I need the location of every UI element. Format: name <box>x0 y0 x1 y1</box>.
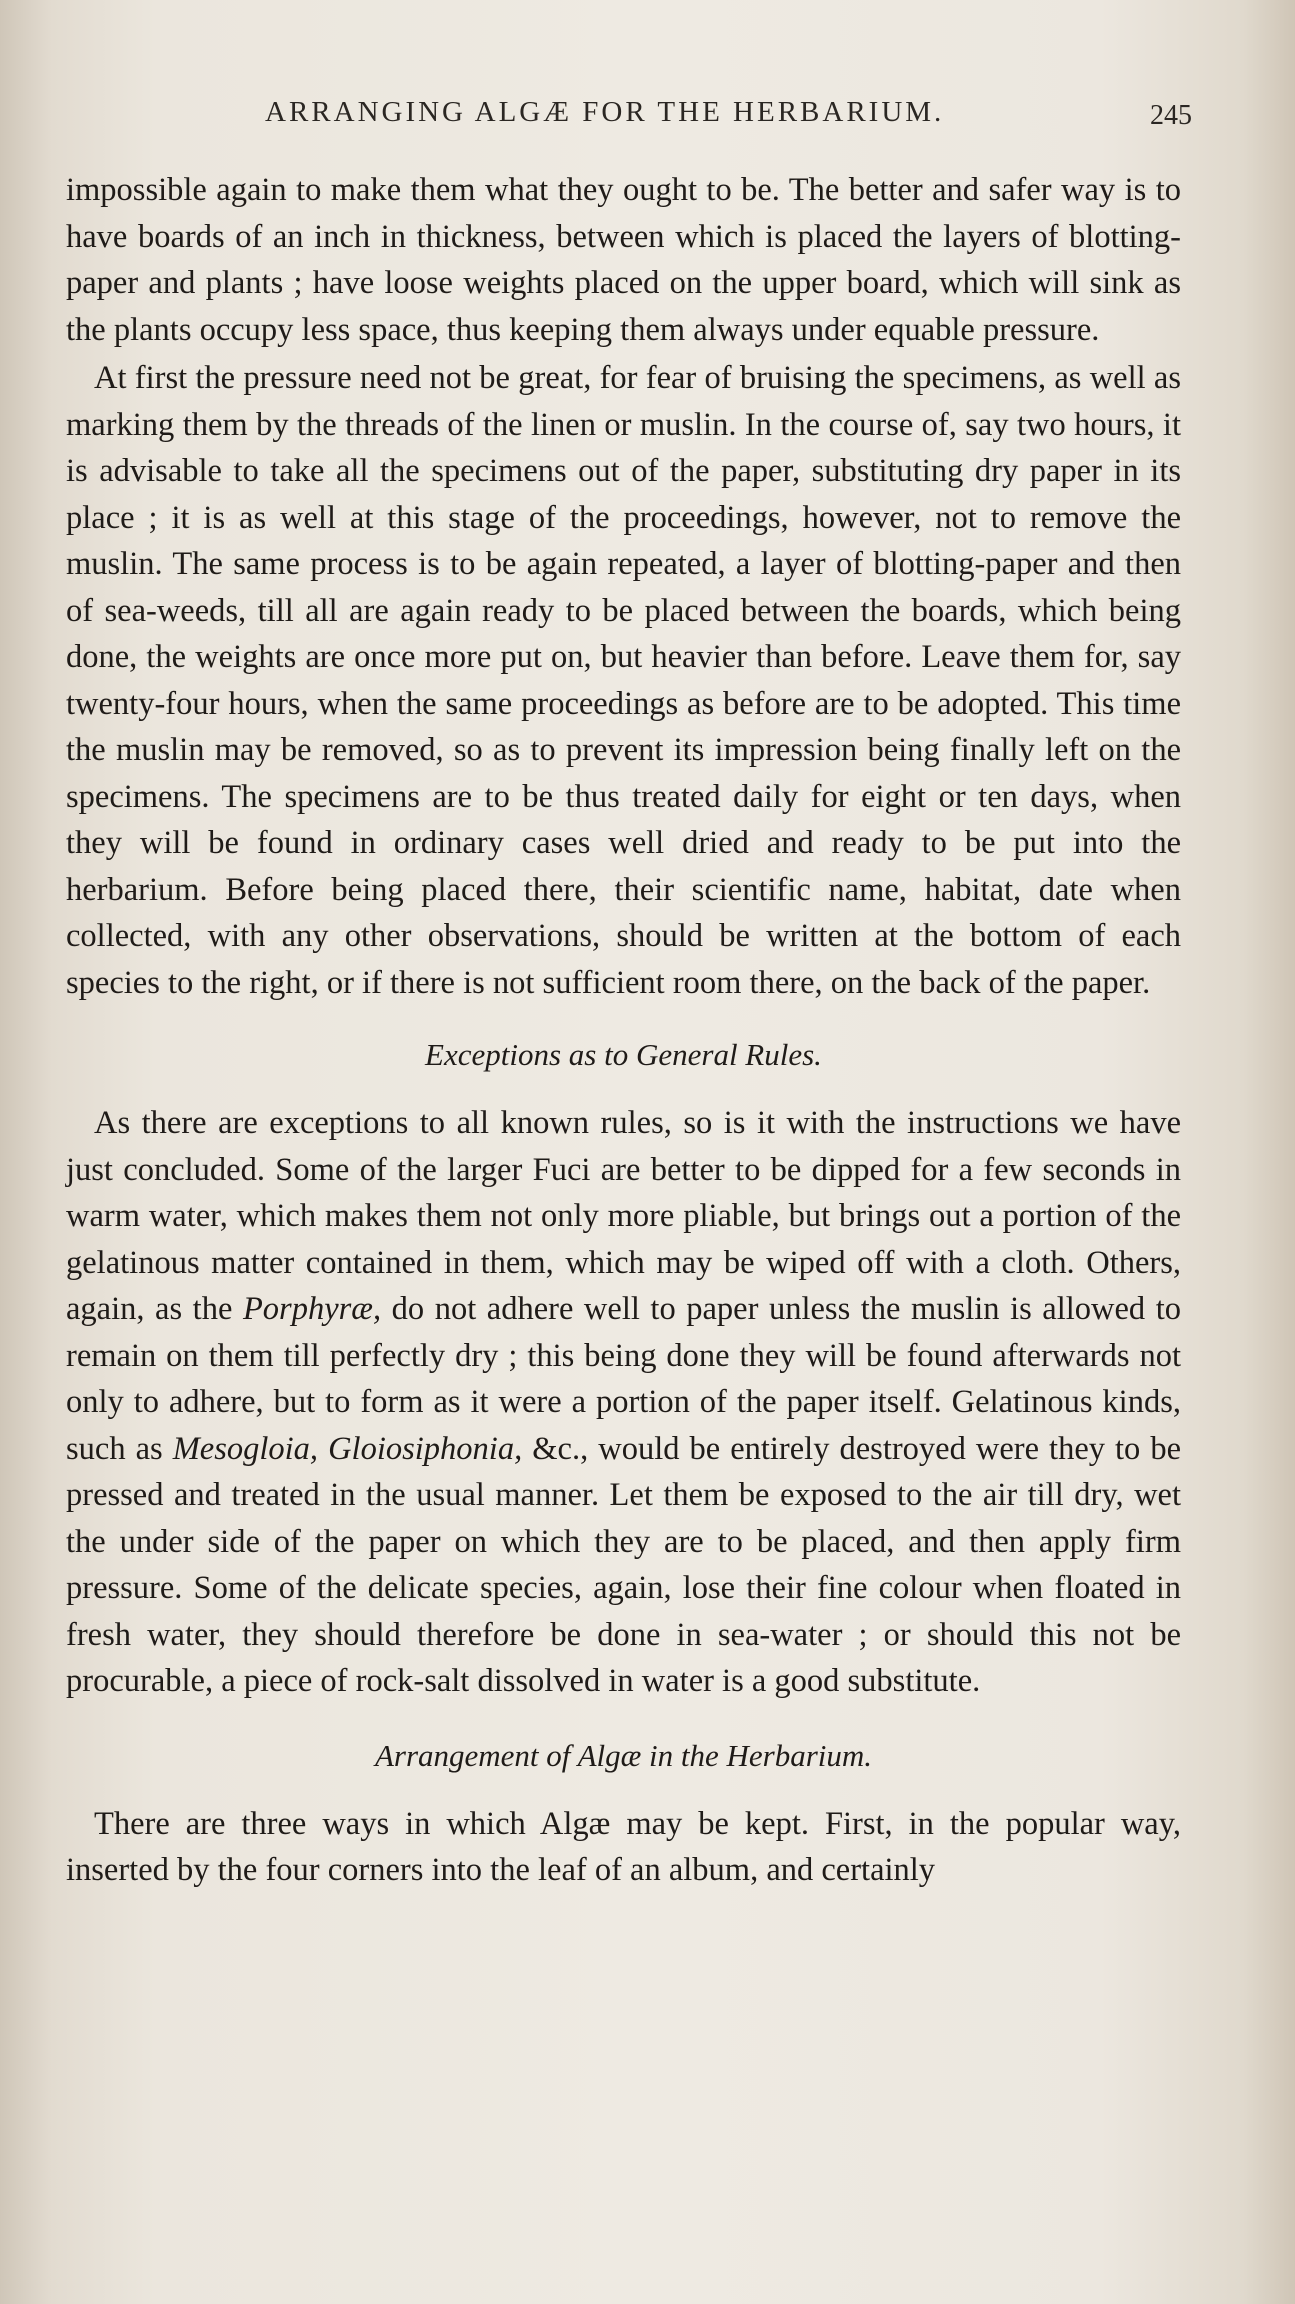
section-heading-arrangement: Arrangement of Algæ in the Herbarium. <box>374 1737 873 1773</box>
paragraph-exceptions <box>66 1100 1181 1705</box>
paragraph-continued: impossible again to make them what they ought to be. The better and safer way is to have boards of an inch in thickness, between which is placed the layers of blotting-paper and plants ; have loose weights placed on the upper board, which will sink as the plants occupy less space, thus keeping them always under equable pressure. <box>66 172 1181 348</box>
text-run: As there are exceptions to all known rules, so is it with the instructions we have just concluded. Some of the larger Fuci are better to be dipped for a few seconds in warm water, which makes them not only more pliable, but brings out a portion of the gelatinous matter contained in them, which may be wiped off with a cloth. Others, again, as the <box>66 1105 1181 1327</box>
species-name-porphyrae: Porphyræ, <box>242 1291 382 1327</box>
paragraph-pressure: At first the pressure need not be great, for fear of bruising the specimens, as well as marking them by the threads of the linen or muslin. In the course of, say two hours, it is advisable to take all the specimens out of the paper, substituting dry paper in its place ; it is as well at this stage of the proceedings, however, not to remove the muslin. The same process is to be again repeated, a layer of blotting-paper and then of sea-weeds, till all are again ready to be placed between the boards, which being done, the weights are once more put on, but heavier than before. Leave them for, say twenty-four hours, when the same proceedings as before are to be adopted. This time the muslin may be removed, so as to prevent its impression being finally left on the specimens. The specimens are to be thus treated daily for eight or ten days, when they will be found in ordinary cases well dried and ready to be put into the herbarium. Before being placed there, their scientific name, habitat, date when collected, with any other observations, should be written at the bottom of each species to the right, or if there is not sufficient room there, on the back of the paper. <box>66 360 1181 1001</box>
running-head: ARRANGING ALGÆ FOR THE HERBARIUM. <box>265 96 945 128</box>
page-header <box>60 96 1192 146</box>
text-run: do not adhere well to paper unless the muslin is allowed to remain on them till perfectly dry ; this being done they will be found afterwards not only to adhere, but to form as it were a portion of the paper itself. Gelatinous kinds, such as <box>66 1291 1182 1467</box>
section-heading-exceptions: Exceptions as to General Rules. <box>425 1037 822 1072</box>
species-names-gelatinous: Mesogloia, Gloiosiphonia, <box>172 1430 523 1467</box>
paragraph-arrangement: There are three ways in which Algæ may be kept. First, in the popular way, inserted by the four corners into the leaf of an album, and certainly <box>66 1805 1181 1888</box>
body-text <box>66 167 1181 1894</box>
page-number: 245 <box>1150 100 1192 131</box>
text-run: &c., would be entirely destroyed were they to be pressed and treated in the usual manner. Let them be exposed to the air till dry, wet the under side of the paper on which they are to be placed, and then apply firm pressure. Some of the delicate species, again, lose their fine colour when floated in fresh water, they should therefore be done in sea-water ; or should this not be procurable, a piece of rock-salt dissolved in water is a good substitute. <box>66 1430 1182 1699</box>
